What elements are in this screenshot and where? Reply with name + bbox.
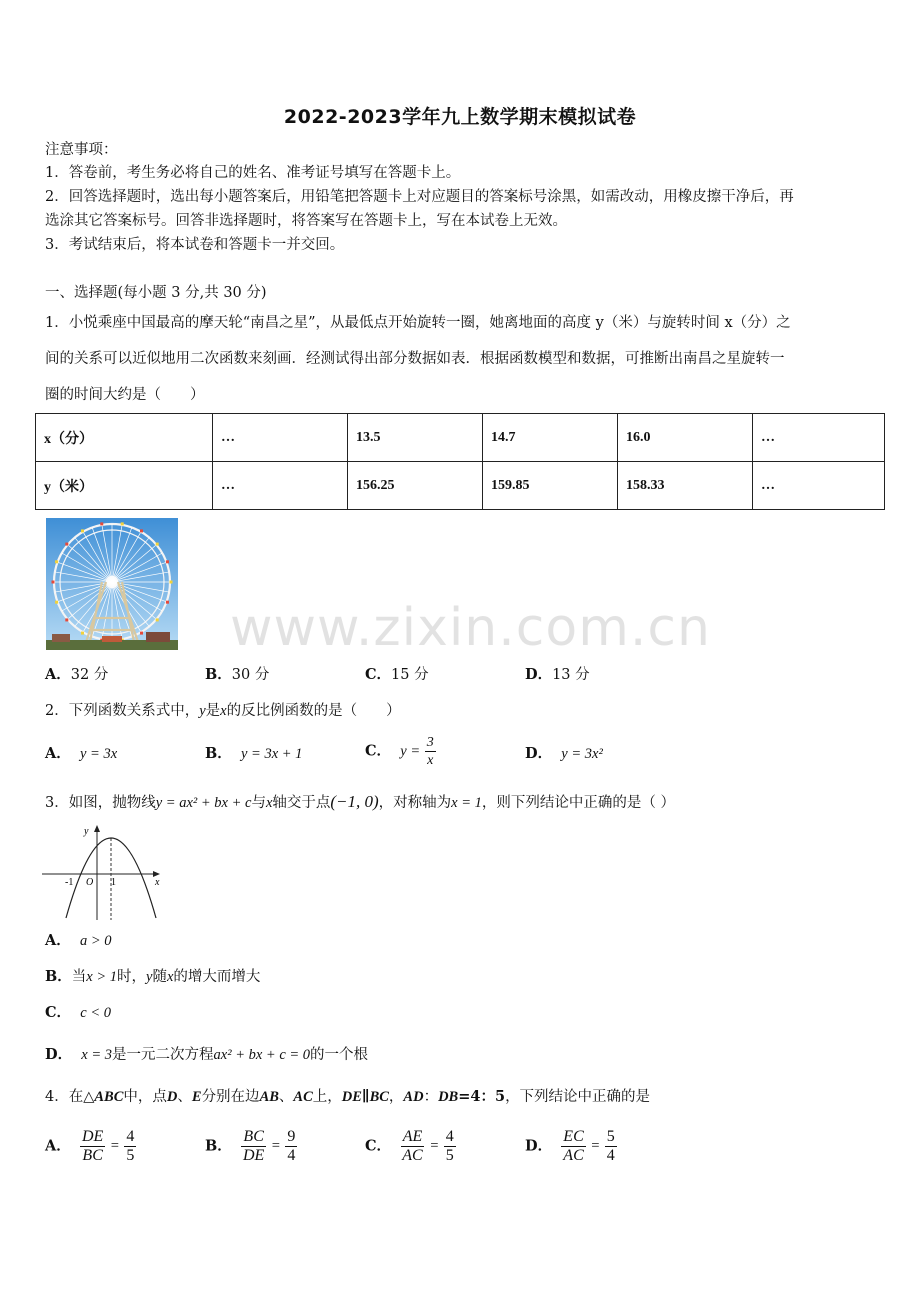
ferris-wheel-image [46, 518, 178, 650]
q2-stem: 2．下列函数关系式中，y是x的反比例函数的是（ ） [45, 703, 401, 719]
watermark: www.zixin.com.cn [230, 598, 711, 658]
table-cell: … [213, 414, 348, 462]
table-cell: y（米） [36, 462, 213, 510]
q3-option-d: D． x = 3是一元二次方程ax² + bx + c = 0的一个根 [45, 1046, 369, 1063]
x-axis-label: x [155, 877, 160, 888]
notice-item-2-cont: 选涂其它答案标号。回答非选择题时，将答案写在答题卡上，写在本试卷上无效。 [45, 213, 567, 229]
table-row [36, 462, 885, 510]
y-axis-label: y [84, 826, 89, 837]
tick-label-neg1: -1 [65, 877, 74, 888]
notice-item-2: 2．回答选择题时，选出每小题答案后，用铅笔把答题卡上对应题目的答案标号涂黑，如需改动，用橡皮擦干净后，再 [45, 189, 794, 205]
y-axis-arrow-icon [94, 825, 100, 832]
table-row [36, 414, 885, 462]
q1-data-table [35, 413, 885, 510]
q3-option-a: A． a > 0 [45, 932, 112, 949]
notice-item-1: 1．答卷前，考生务必将自己的姓名、准考证号填写在答题卡上。 [45, 165, 461, 181]
q4-option-b: B． $\frac{BC}{DE}$ = $\frac{9}{4}$ [205, 1128, 296, 1164]
table-cell: 16.0 [618, 414, 753, 462]
table-cell: 14.7 [483, 414, 618, 462]
q1-line-2: 间的关系可以近似地用二次函数来刻画．经测试得出部分数据如表．根据函数模型和数据，可推断出南昌之星旋转一 [45, 351, 785, 367]
q4-option-c: C． $\frac{AE}{AC}$ = $\frac{4}{5}$ [365, 1128, 454, 1164]
page-title: 2022-2023学年九上数学期末模拟试卷 [283, 106, 637, 128]
notice-heading: 注意事项： [45, 142, 118, 158]
table-cell: 159.85 [483, 462, 618, 510]
tick-label-1: 1 [111, 877, 116, 888]
q3-option-c: C． c < 0 [45, 1004, 111, 1021]
q1-line-1: 1．小悦乘座中国最高的摩天轮“南昌之星”，从最低点开始旋转一圈，她离地面的高度 y（米）与旋转时间 x（分）之 [45, 315, 791, 331]
q1-line-3: 圈的时间大约是（ ） [45, 387, 205, 403]
table-cell: … [753, 462, 885, 510]
q2-option-b: B． y = 3x + 1 [205, 745, 303, 762]
q1-option-a: A．32 分 [45, 666, 109, 683]
q2-option-a: A． y = 3x [45, 745, 118, 762]
table-cell: … [753, 414, 885, 462]
parabola-graph [40, 822, 170, 922]
table-cell: … [213, 462, 348, 510]
notice-item-3: 3．考试结束后，将本试卷和答题卡一并交回。 [45, 237, 345, 253]
q4-option-a: A． $\frac{DE}{BC}$ = $\frac{4}{5}$ [45, 1128, 135, 1164]
q1-option-b: B．30 分 [205, 666, 270, 683]
q2-option-c: C． y = $\frac{3}{x}$ [365, 735, 434, 768]
q1-option-d: D．13 分 [525, 666, 590, 683]
origin-label: O [86, 877, 94, 888]
q2-option-d: D． y = 3x² [525, 745, 603, 762]
table-cell: 156.25 [348, 462, 483, 510]
section-heading: 一、选择题(每小题 3 分,共 30 分) [45, 285, 267, 301]
q3-stem: 3．如图，抛物线y = ax² + bx + c与x轴交于点(−1, 0)，对称轴为x = 1，则下列结论中正确的是（ ） [45, 792, 676, 811]
table-cell: x（分） [36, 414, 213, 462]
q4-option-d: D． $\frac{EC}{AC}$ = $\frac{5}{4}$ [525, 1128, 615, 1164]
q3-option-b: B．当x > 1时，y随x的增大而增大 [45, 968, 261, 985]
table-cell: 158.33 [618, 462, 753, 510]
table-cell: 13.5 [348, 414, 483, 462]
q4-stem: 4．在△ABC中，点D、E分别在边AB、AC上，DE∥BC，AD：DB=4：5，下列结论中正确的是 [45, 1088, 651, 1105]
q1-option-c: C．15 分 [365, 666, 429, 683]
